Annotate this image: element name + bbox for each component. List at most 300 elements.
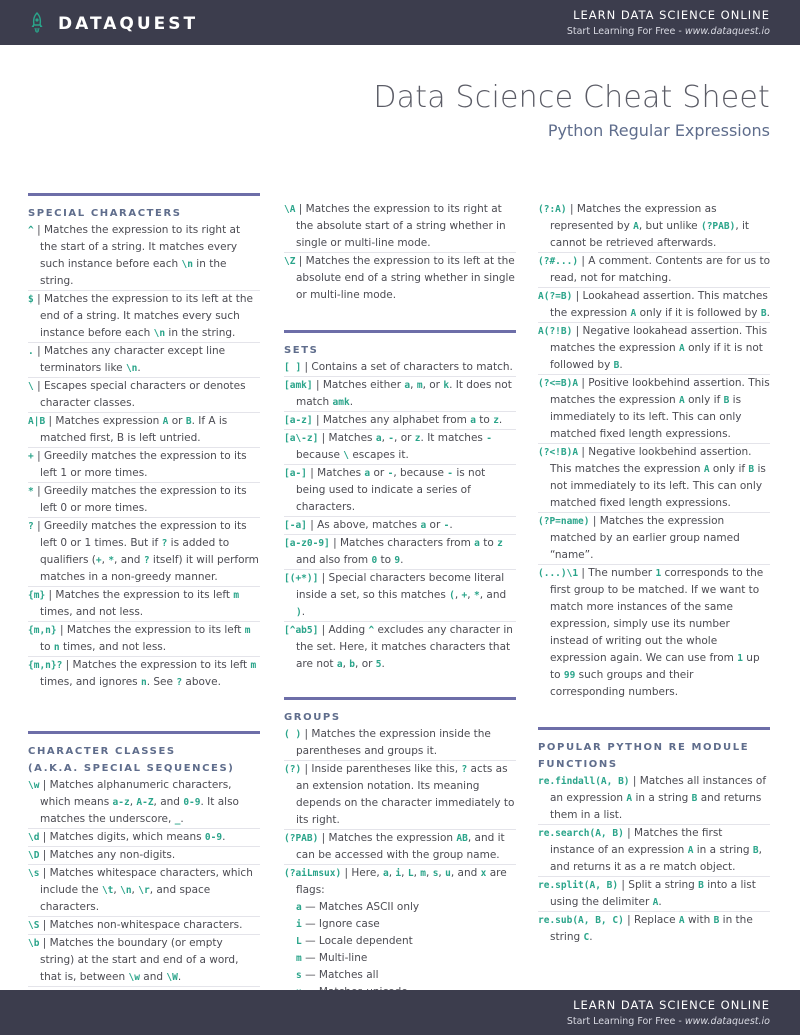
regex-token: + xyxy=(95,555,102,566)
regex-token: ? xyxy=(176,677,183,688)
entry-text: acts as an extension notation. Its meaning depends on the character immediately to its right. xyxy=(296,763,515,826)
groups-section xyxy=(284,697,516,1018)
entry-text: | Matches xyxy=(318,432,376,444)
entry-text: | Matches expression xyxy=(45,415,163,427)
regex-token: - xyxy=(447,468,453,479)
entry-text: . It also matches the underscore, xyxy=(40,796,239,825)
entry-text: only if it is followed by xyxy=(636,307,761,319)
regex-token: \n xyxy=(120,885,132,896)
entry-text: | Replace xyxy=(623,914,679,926)
entry-text: | Matches the first instance of an expression xyxy=(550,827,723,856)
regex-token: \t xyxy=(101,885,114,896)
regex-entry xyxy=(28,587,260,622)
regex-token: 1 xyxy=(655,568,662,579)
flag-description: — Ignore case xyxy=(301,918,380,930)
regex-entry xyxy=(284,622,516,673)
entry-text: , xyxy=(131,884,139,896)
regex-entry xyxy=(538,912,770,946)
regex-entry xyxy=(284,761,516,830)
entry-text: to xyxy=(40,641,54,653)
regex-token: $ xyxy=(28,294,34,305)
regex-token: \r xyxy=(138,885,150,896)
regex-token: ? xyxy=(461,764,468,775)
footer-url-link[interactable]: www.dataquest.io xyxy=(684,1016,770,1027)
regex-token: ^ xyxy=(368,625,375,636)
regex-token: (?PAB) xyxy=(284,833,319,844)
entry-text: only if it is not followed by xyxy=(550,342,763,371)
entry-text: , xyxy=(113,884,121,896)
entry-text: . xyxy=(498,414,503,426)
lookaround-section xyxy=(538,201,770,701)
regex-token: A(?=B) xyxy=(538,291,573,302)
entry-text: . xyxy=(589,931,593,943)
regex-token: A(?!B) xyxy=(538,326,573,337)
entry-text: . xyxy=(766,307,770,319)
entry-text: . xyxy=(619,359,623,371)
header-line2 xyxy=(567,26,770,37)
entry-text: or xyxy=(168,415,186,427)
regex-entry xyxy=(284,517,516,535)
section-title-line2: FUNCTIONS xyxy=(538,759,618,770)
regex-token: * xyxy=(108,555,115,566)
entry-text: | Negative lookahead assertion. This matches the expression xyxy=(550,325,768,354)
entry-text: . It does not match xyxy=(296,379,512,408)
regex-token: [ ] xyxy=(284,362,302,373)
regex-token: A-Z xyxy=(136,797,154,808)
regex-entry xyxy=(538,825,770,877)
regex-entry xyxy=(28,291,260,343)
regex-token: A xyxy=(687,845,694,856)
entry-text: . See xyxy=(146,676,177,688)
entry-text: itself) it will perform matches in a non-greedy manner. xyxy=(40,554,259,583)
entry-text: in the string. xyxy=(40,258,227,287)
regex-entry xyxy=(28,935,260,987)
flag-letter: a xyxy=(296,902,302,913)
regex-entry xyxy=(284,201,516,253)
entry-text: | As above, matches xyxy=(306,519,421,531)
regex-token: u xyxy=(445,868,451,879)
regex-token: (?#...) xyxy=(538,256,579,267)
entry-text: into a list using the delimiter xyxy=(550,879,756,908)
regex-token: A|B xyxy=(28,416,46,427)
regex-entry xyxy=(28,657,260,691)
top-banner xyxy=(0,0,800,45)
entry-text: , xyxy=(410,379,417,391)
entry-text: | Matches any non-digits. xyxy=(39,849,176,861)
regex-token: * xyxy=(28,486,34,497)
entry-text: excludes any character in the set. Here, it matches characters that are not xyxy=(296,624,513,670)
entry-text: , and returns it as a re match object. xyxy=(550,844,762,873)
regex-token: - xyxy=(387,468,394,479)
regex-token: - xyxy=(486,433,492,444)
regex-token: A xyxy=(626,793,633,804)
entry-text: in a string xyxy=(693,844,753,856)
regex-token: (?aiLmsux) xyxy=(284,868,342,879)
regex-token: _ xyxy=(174,814,181,825)
entry-text: is not immediately to its left. This can only matched fixed length expressions. xyxy=(550,463,766,509)
regex-token: [a-] xyxy=(284,468,307,479)
regex-token: A xyxy=(678,915,685,926)
regex-token: ( ) xyxy=(284,729,302,740)
regex-entry xyxy=(28,378,260,413)
regex-token: 0-9 xyxy=(204,832,223,843)
bottom-banner xyxy=(0,990,800,1035)
entry-text: | Matches the expression to its right at the start of a string. It matches every such instance before each xyxy=(33,224,241,270)
entry-text: | Matches either xyxy=(312,379,405,391)
regex-entry xyxy=(28,518,260,587)
regex-token: - xyxy=(388,433,395,444)
regex-entry xyxy=(28,829,260,847)
entry-text: , and space characters. xyxy=(40,884,211,913)
regex-token: B xyxy=(691,793,698,804)
regex-token: \Z xyxy=(284,256,296,267)
entry-text: times, and not less. xyxy=(59,641,167,653)
regex-entry xyxy=(284,253,516,304)
brand-name: DATAQUEST xyxy=(58,14,199,34)
entry-list xyxy=(284,726,516,899)
regex-token: + xyxy=(28,451,34,462)
header-url-link[interactable]: www.dataquest.io xyxy=(684,26,770,37)
regex-token: [amk] xyxy=(284,380,313,391)
regex-token: [(+*)] xyxy=(284,573,319,584)
regex-token: [^ab5] xyxy=(284,625,319,636)
entry-text: , or xyxy=(422,379,444,391)
flag-description: — Multi-line xyxy=(301,952,368,964)
section-rule xyxy=(28,193,260,196)
entry-text: , or xyxy=(355,658,376,670)
entry-text: , xyxy=(101,554,109,566)
regex-token: [-a] xyxy=(284,520,307,531)
flag-letter: L xyxy=(296,936,302,947)
entry-text: | Matches all instances of an expression xyxy=(550,775,767,804)
regex-token: B xyxy=(752,845,759,856)
entry-text: . xyxy=(137,362,141,374)
entry-text: | Split a string xyxy=(618,879,699,891)
regex-token: A xyxy=(652,897,659,908)
entry-text: | Matches digits, which means xyxy=(39,831,205,843)
entry-text: are flags: xyxy=(296,867,507,896)
regex-token: AB xyxy=(456,833,468,844)
section-rule xyxy=(284,330,516,333)
regex-token: - xyxy=(443,520,450,531)
regex-token: 99 xyxy=(563,670,576,681)
regex-token: \W xyxy=(166,972,178,983)
regex-token: B xyxy=(613,360,620,371)
regex-token: x xyxy=(480,868,487,879)
regex-token: \n xyxy=(153,328,166,339)
regex-entry xyxy=(28,865,260,917)
entry-text: , but unlike xyxy=(638,220,701,232)
entry-text: . xyxy=(180,813,184,825)
entry-text: | Matches the expression as represented by xyxy=(550,203,717,232)
section-title: SPECIAL CHARACTERS xyxy=(28,208,182,219)
entry-text: | Matches characters from xyxy=(329,537,475,549)
regex-token: {m,n}? xyxy=(28,660,63,671)
regex-token: m xyxy=(233,590,240,601)
regex-token: re.search(A, B) xyxy=(538,828,624,839)
regex-entry xyxy=(284,359,516,377)
regex-token: a xyxy=(336,659,343,670)
entry-text: | Matches the expression to its left xyxy=(56,624,245,636)
column-2 xyxy=(284,201,516,1018)
entry-text: , and xyxy=(114,554,144,566)
entry-text: | Greedily matches the expression to its left 0 or 1 times. But if xyxy=(33,520,247,549)
regex-token: (?:A) xyxy=(538,204,567,215)
regex-token: . xyxy=(28,346,34,357)
entry-text: | Inside parentheses like this, xyxy=(301,763,462,775)
regex-token: (...)\1 xyxy=(538,568,579,579)
entry-text: . xyxy=(658,896,662,908)
regex-token: i xyxy=(395,868,402,879)
entry-text: , xyxy=(388,867,396,879)
regex-entry xyxy=(28,777,260,829)
entry-text: | Lookahead assertion. This matches the expression xyxy=(550,290,768,319)
regex-token: B xyxy=(698,880,704,891)
regex-token: A xyxy=(703,464,710,475)
entry-text: or xyxy=(370,467,388,479)
entry-text: only if xyxy=(684,394,724,406)
regex-entry xyxy=(538,565,770,701)
regex-token: a xyxy=(404,380,411,391)
regex-token: B xyxy=(713,915,720,926)
regex-entry xyxy=(284,726,516,761)
regex-token: amk xyxy=(332,397,350,408)
dataquest-logo[interactable] xyxy=(30,12,198,36)
entry-text: | Negative lookbehind assertion. This matches the expression xyxy=(550,446,752,475)
entry-text: | Matches the expression to its left at the absolute end of a string whether in single or multi-line mode. xyxy=(295,255,515,301)
regex-token: re.split(A, B) xyxy=(538,880,619,891)
page-title: Data Science Cheat Sheet xyxy=(373,80,770,115)
regex-token: a-z xyxy=(112,797,130,808)
entry-text: | Matches the expression to its left at the end of a string. It matches every such instance before each xyxy=(33,293,253,339)
entry-text: escapes it. xyxy=(349,449,409,461)
regex-token: m xyxy=(244,625,251,636)
regex-token: m xyxy=(250,660,257,671)
regex-token: n xyxy=(140,677,147,688)
regex-token: \n xyxy=(125,363,138,374)
regex-token: [a\-z] xyxy=(284,433,319,444)
anchors-section xyxy=(284,201,516,304)
flag-item xyxy=(284,933,516,950)
entry-list xyxy=(538,773,770,946)
regex-token: ? xyxy=(143,555,150,566)
section-title-line2: (A.K.A. SPECIAL SEQUENCES) xyxy=(28,763,235,774)
regex-token: ) xyxy=(296,607,302,618)
entry-text: because xyxy=(296,449,344,461)
regex-token: 9 xyxy=(394,555,401,566)
regex-token: \n xyxy=(181,259,193,270)
entry-text: . xyxy=(400,554,404,566)
footer-line2 xyxy=(567,1016,770,1027)
regex-token: (?) xyxy=(284,764,302,775)
entry-text: | Here, xyxy=(341,867,383,879)
regex-entry xyxy=(538,513,770,565)
regex-token: a xyxy=(375,433,382,444)
section-rule xyxy=(284,697,516,700)
entry-text: , xyxy=(129,796,137,808)
entry-text: such groups and their corresponding numbers. xyxy=(550,669,694,698)
regex-token: A xyxy=(633,221,639,232)
header-line1: LEARN DATA SCIENCE ONLINE xyxy=(573,8,770,22)
entry-text: to xyxy=(479,537,498,549)
entry-text: | Contains a set of characters to match. xyxy=(301,361,513,373)
regex-entry xyxy=(538,773,770,825)
section-rule xyxy=(28,731,260,734)
regex-token: L xyxy=(407,868,414,879)
entry-text: | Matches whitespace characters, which include the xyxy=(39,867,253,896)
regex-token: \S xyxy=(28,920,40,931)
entry-list xyxy=(538,201,770,701)
entry-text: , xyxy=(381,432,389,444)
regex-entry xyxy=(538,253,770,288)
regex-token: (?P=name) xyxy=(538,516,590,527)
entry-text: | A comment. Contents are for us to read, not for matching. xyxy=(550,255,771,284)
entry-text: is immediately to its left. This can only matched fixed length expressions. xyxy=(550,394,742,440)
regex-entry xyxy=(28,413,260,448)
entry-text: up to xyxy=(550,652,760,681)
regex-token: ^ xyxy=(28,225,34,236)
regex-entry xyxy=(28,622,260,657)
section-title: CHARACTER CLASSES xyxy=(28,746,176,757)
regex-token: n xyxy=(53,642,60,653)
sets-section xyxy=(284,330,516,673)
regex-token: \w xyxy=(128,972,140,983)
regex-token: z xyxy=(497,538,503,549)
regex-entry xyxy=(28,917,260,935)
entry-text: | Matches xyxy=(306,467,365,479)
regex-token: a xyxy=(420,520,427,531)
entry-text: with xyxy=(684,914,714,926)
entry-text: and xyxy=(139,971,167,983)
entry-text: | The number xyxy=(578,567,656,579)
entry-text: | Adding xyxy=(318,624,369,636)
flag-item xyxy=(284,916,516,933)
entry-text: , because xyxy=(393,467,448,479)
entry-text: | Matches the expression matched by an earlier group named “name”. xyxy=(550,515,740,561)
entry-text: , xyxy=(342,658,350,670)
regex-token: a xyxy=(383,868,389,879)
entry-text: | Special characters become literal inside a set, so this matches xyxy=(296,572,505,601)
entry-text: . xyxy=(301,606,306,618)
regex-token: ? xyxy=(28,521,34,532)
entry-text: | Escapes special characters or denotes character classes. xyxy=(33,380,246,409)
flag-letter: s xyxy=(296,970,302,981)
entry-text: , xyxy=(438,867,446,879)
entry-text: or xyxy=(426,519,444,531)
regex-token: B xyxy=(185,416,192,427)
section-title: SETS xyxy=(284,345,319,356)
footer-line2-prefix: Start Learning For Free - xyxy=(566,1016,685,1027)
entry-text: | Matches the expression to its left xyxy=(45,589,234,601)
entry-text: | Matches the expression xyxy=(318,832,457,844)
entry-list xyxy=(28,777,260,1021)
regex-token: A xyxy=(630,308,637,319)
regex-entry xyxy=(284,430,516,465)
entry-list xyxy=(28,222,260,691)
regex-entry xyxy=(538,323,770,375)
entry-text: . xyxy=(349,396,354,408)
regex-token: \A xyxy=(284,204,296,215)
regex-entry xyxy=(284,412,516,430)
regex-token: {m} xyxy=(28,590,46,601)
footer-tagline xyxy=(567,998,770,1027)
entry-text: | Greedily matches the expression to its left 1 or more times. xyxy=(33,450,247,479)
entry-text: , xyxy=(454,589,462,601)
regex-token: A xyxy=(162,416,169,427)
entry-text: , xyxy=(413,867,421,879)
rocket-icon xyxy=(30,12,44,36)
page-subtitle: Python Regular Expressions xyxy=(547,121,770,140)
entry-text: | Matches any alphabet from xyxy=(312,414,471,426)
regex-token: z xyxy=(414,433,421,444)
regex-token: B xyxy=(760,308,767,319)
regex-entry xyxy=(284,535,516,570)
regex-token: B xyxy=(723,395,730,406)
regex-token: A xyxy=(679,343,685,354)
regex-token: 0 xyxy=(371,555,378,566)
regex-entry xyxy=(28,448,260,483)
entry-text: | Matches the expression to its right at the absolute start of a string whether in single or multi-line mode. xyxy=(295,203,506,249)
regex-entry xyxy=(538,444,770,513)
entry-text: . It matches xyxy=(420,432,487,444)
entry-text: | Matches alphanumeric characters, which means xyxy=(39,779,232,808)
flag-description: — Matches all xyxy=(301,969,379,981)
entry-text: is added to qualifiers ( xyxy=(40,537,230,566)
regex-token: ? xyxy=(161,538,168,549)
regex-entry xyxy=(538,288,770,323)
column-1 xyxy=(28,193,260,1021)
entry-text: | Greedily matches the expression to its left 0 or more times. xyxy=(33,485,247,514)
flag-letter: m xyxy=(296,953,302,964)
regex-token: \D xyxy=(28,850,40,861)
regex-token: [a-z] xyxy=(284,415,313,426)
entry-text: . xyxy=(449,519,453,531)
regex-token: \b xyxy=(28,938,40,949)
regex-token: + xyxy=(461,590,468,601)
entry-text: in the string. xyxy=(165,327,236,339)
regex-token: z xyxy=(493,415,499,426)
entry-text: above. xyxy=(182,676,221,688)
header-line2-prefix: Start Learning For Free - xyxy=(566,26,685,37)
entry-text: , and xyxy=(153,796,184,808)
regex-token: m xyxy=(420,868,426,879)
regex-token: \ xyxy=(343,450,349,461)
regex-token: (?<!B)A xyxy=(538,447,579,458)
entry-text: and also from xyxy=(296,554,372,566)
entry-text: | Matches non-whitespace characters. xyxy=(39,919,243,931)
regex-entry xyxy=(28,222,260,291)
regex-token: C xyxy=(583,932,590,943)
flag-item xyxy=(284,950,516,967)
entry-text: . xyxy=(381,658,385,670)
entry-text: in a string xyxy=(632,792,692,804)
section-title: GROUPS xyxy=(284,712,341,723)
regex-token: \ xyxy=(28,381,34,392)
entry-text: , or xyxy=(394,432,415,444)
character-classes-section xyxy=(28,731,260,1021)
regex-token: {m,n} xyxy=(28,625,57,636)
entry-list xyxy=(284,359,516,673)
regex-token: \w xyxy=(28,780,40,791)
regex-token: \s xyxy=(28,868,40,879)
regex-entry xyxy=(284,570,516,622)
entry-text: , and xyxy=(450,867,481,879)
entry-text: to xyxy=(377,554,395,566)
regex-entry xyxy=(28,847,260,865)
entry-text: corresponds to the first group to be matched. If we want to match more instances of the same expression, simply use its number instead of writing out the whole expression again. We can use from xyxy=(550,567,764,664)
regex-token: k xyxy=(443,380,450,391)
regex-token: 5 xyxy=(375,659,382,670)
